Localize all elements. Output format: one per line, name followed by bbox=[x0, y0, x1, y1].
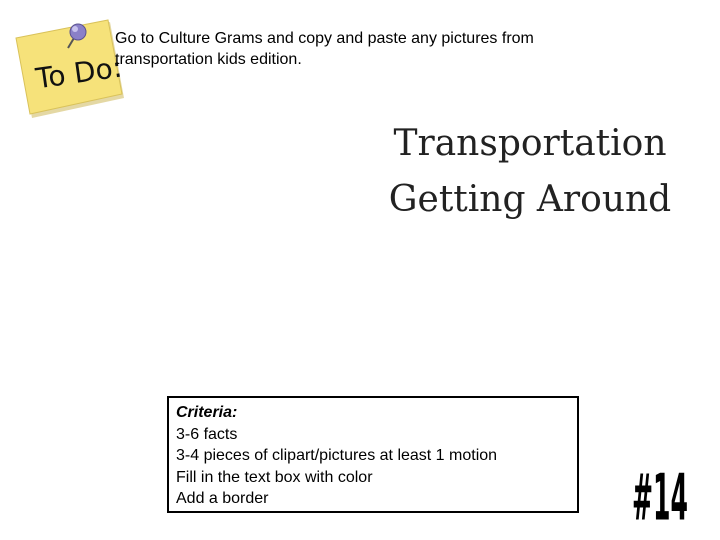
criteria-heading: Criteria: bbox=[176, 404, 238, 421]
badge-number: #14 bbox=[632, 460, 688, 525]
criteria-item: Add a border bbox=[176, 490, 269, 507]
sticky-note bbox=[12, 12, 132, 132]
page-title bbox=[380, 116, 680, 228]
sticky-note-icon bbox=[12, 12, 132, 132]
criteria-text-box bbox=[167, 396, 579, 513]
instruction-text: Go to Culture Grams and copy and paste any pictures from transportation kids edition. bbox=[115, 30, 534, 68]
number-badge bbox=[630, 455, 690, 530]
criteria-item: Fill in the text box with color bbox=[176, 468, 373, 486]
criteria-item: 3-4 pieces of clipart/pictures at least 1 motion bbox=[176, 447, 498, 464]
sticky-note-label: To Do: bbox=[33, 50, 125, 96]
title-line-1: Transportation bbox=[393, 123, 667, 164]
title-line-2: Getting Around bbox=[388, 179, 672, 220]
criteria-item: 3-6 facts bbox=[176, 425, 238, 443]
